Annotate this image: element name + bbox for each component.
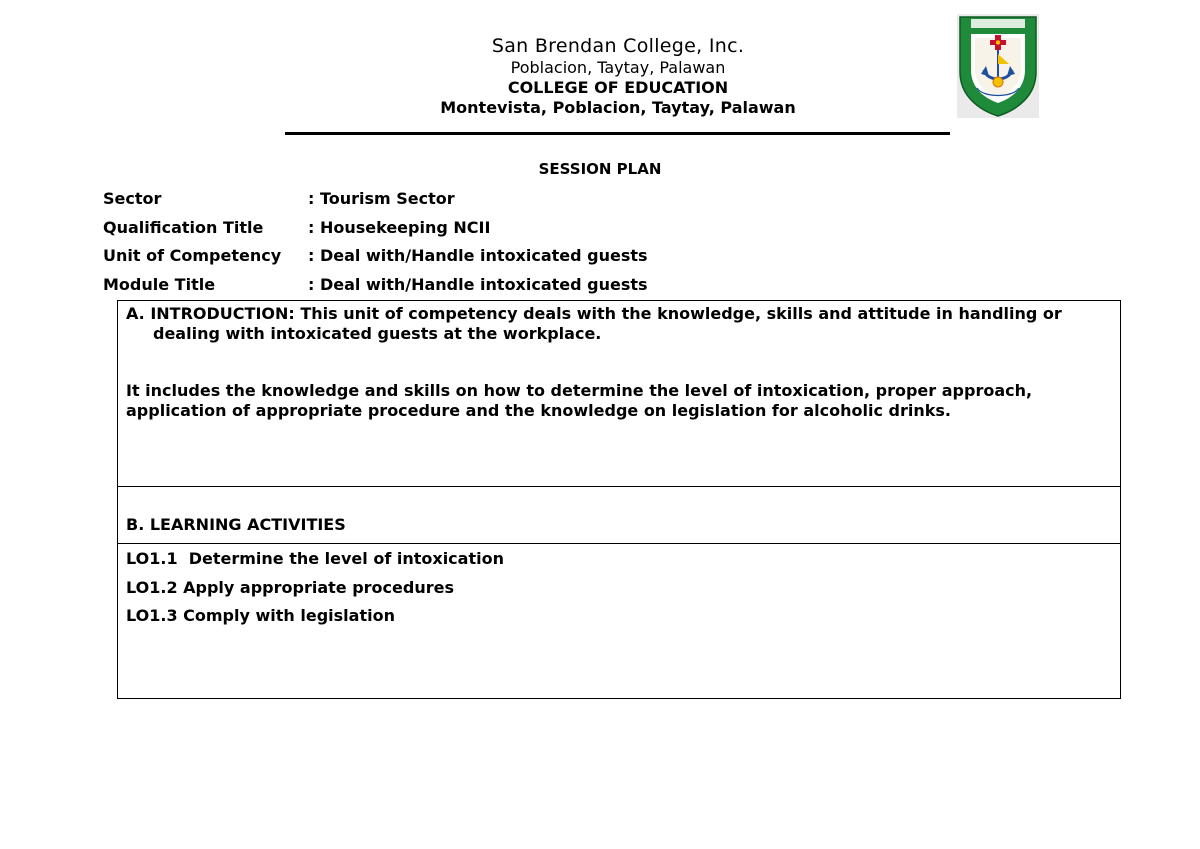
list-item: LO1.2 Apply appropriate procedures (126, 577, 454, 597)
introduction-heading: A. INTRODUCTION: This unit of competency deals with the knowledge, skills and attitude in handling or dealing with intoxicated guests at the workplace. (126, 304, 1062, 343)
college-seal-logo (957, 14, 1039, 118)
field-label: Sector (103, 189, 162, 208)
learning-activities-heading: B. LEARNING ACTIVITIES (126, 515, 346, 534)
list-item: LO1.3 Comply with legislation (126, 606, 395, 625)
campus-address: Montevista, Poblacion, Taytay, Palawan (440, 98, 796, 117)
introduction-section (117, 300, 1121, 487)
field-unit-of-competency (103, 244, 648, 273)
field-qualification-title (103, 216, 648, 245)
header-divider (285, 132, 950, 135)
session-details (103, 187, 648, 301)
field-label: Unit of Competency (103, 246, 282, 265)
department-name: COLLEGE OF EDUCATION (507, 78, 729, 97)
field-label: Qualification Title (103, 217, 264, 237)
learning-outcomes-list (117, 543, 1121, 699)
field-value: : Tourism Sector (308, 189, 455, 208)
field-module-title (103, 273, 648, 302)
field-value: : Deal with/Handle intoxicated guests (308, 274, 648, 294)
college-name: San Brendan College, Inc. (491, 35, 745, 57)
college-address: Poblacion, Taytay, Palawan (510, 58, 726, 77)
learning-activities-section (117, 486, 1121, 544)
field-value: : Housekeeping NCII (308, 217, 491, 237)
field-value: : Deal with/Handle intoxicated guests (308, 246, 648, 265)
field-sector (103, 187, 648, 216)
seal-icon (957, 14, 1039, 118)
introduction-paragraph: It includes the knowledge and skills on how to determine the level of intoxication, proper approach, application of appropriate procedure and the knowledge on legislation for alcoholic drinks. (126, 381, 1033, 420)
document-title: SESSION PLAN (538, 160, 662, 178)
list-item: LO1.1 Determine the level of intoxication (126, 549, 504, 568)
field-label: Module Title (103, 274, 216, 294)
